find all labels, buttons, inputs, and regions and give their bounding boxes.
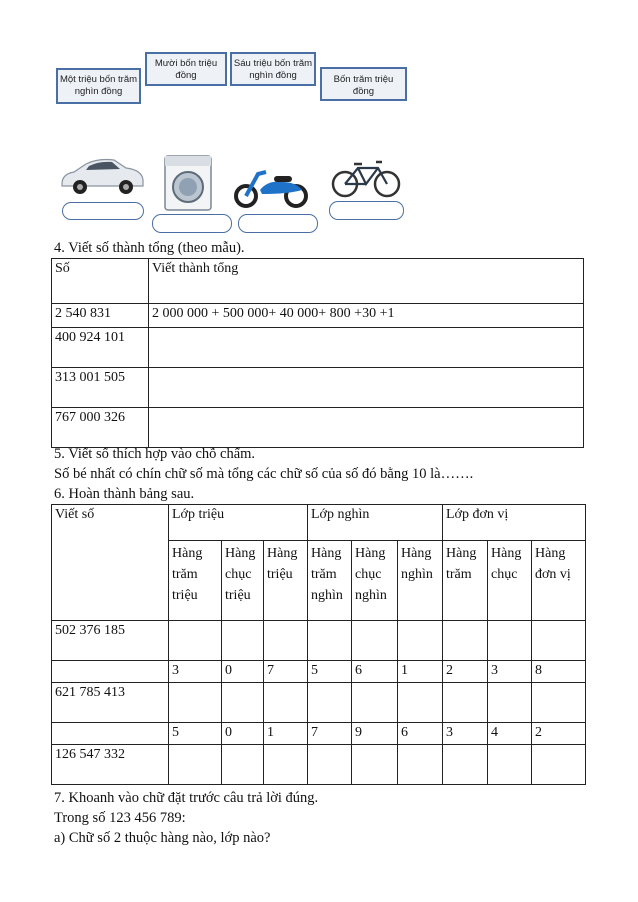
- q6-digit[interactable]: [169, 621, 222, 661]
- q4-row-sum[interactable]: [149, 408, 584, 448]
- q6-digit: 3: [169, 661, 222, 683]
- q6-digit[interactable]: [264, 745, 308, 785]
- q6-digit: 5: [308, 661, 352, 683]
- q6-digit[interactable]: [264, 683, 308, 723]
- q6-digit[interactable]: [352, 621, 398, 661]
- q6-header-million-class: Lớp triệu: [169, 505, 308, 541]
- q6-digit[interactable]: [398, 683, 443, 723]
- q6-digit[interactable]: [532, 621, 586, 661]
- q6-digit: 4: [488, 723, 532, 745]
- table-row: [52, 683, 586, 723]
- q6-digit: 1: [398, 661, 443, 683]
- answer-box-2[interactable]: [152, 214, 232, 233]
- price-label-4: Bốn trăm triệu đồng: [320, 67, 407, 101]
- q6-digit[interactable]: [398, 621, 443, 661]
- washing-machine-image: [163, 154, 213, 212]
- q6-subheader: Hàng trăm triệu: [169, 541, 222, 621]
- q6-number: 502 376 185: [52, 621, 169, 661]
- q6-digit: 2: [443, 661, 488, 683]
- q6-digit[interactable]: [443, 621, 488, 661]
- q7-question-a: a) Chữ số 2 thuộc hàng nào, lớp nào?: [54, 830, 271, 846]
- q6-digit: 9: [352, 723, 398, 745]
- q6-subheader: Hàng chục triệu: [222, 541, 264, 621]
- q6-digit[interactable]: [532, 745, 586, 785]
- q6-digit[interactable]: [264, 621, 308, 661]
- q6-digit[interactable]: [488, 621, 532, 661]
- table-row: [52, 661, 586, 683]
- q6-digit[interactable]: [398, 745, 443, 785]
- q6-subheader: Hàng trăm: [443, 541, 488, 621]
- q6-digit[interactable]: [488, 745, 532, 785]
- q4-row-number: 767 000 326: [52, 408, 149, 448]
- q6-number[interactable]: [52, 661, 169, 683]
- q6-digit[interactable]: [169, 745, 222, 785]
- q4-header-sum: Viết thành tổng: [149, 259, 584, 304]
- q6-digit[interactable]: [488, 683, 532, 723]
- q6-digit: 0: [222, 723, 264, 745]
- q6-digit[interactable]: [222, 621, 264, 661]
- q6-subheader: Hàng nghìn: [398, 541, 443, 621]
- q6-subheader: Hàng chục nghìn: [352, 541, 398, 621]
- q6-number: 126 547 332: [52, 745, 169, 785]
- q6-digit: 7: [308, 723, 352, 745]
- q6-digit[interactable]: [308, 745, 352, 785]
- q6-number[interactable]: [52, 723, 169, 745]
- q4-table: [51, 258, 584, 448]
- q6-digit: 8: [532, 661, 586, 683]
- q6-digit: 1: [264, 723, 308, 745]
- q6-digit: 6: [352, 661, 398, 683]
- q6-table: [51, 504, 586, 785]
- q6-digit[interactable]: [308, 621, 352, 661]
- q6-digit[interactable]: [352, 683, 398, 723]
- price-label-1: Một triệu bốn trăm nghìn đồng: [56, 68, 141, 104]
- q6-digit[interactable]: [169, 683, 222, 723]
- q5-title: 5. Viết số thích hợp vào chỗ chấm.: [54, 446, 256, 462]
- price-label-3: Sáu triệu bốn trăm nghìn đồng: [230, 52, 316, 86]
- q6-digit: 3: [488, 661, 532, 683]
- q6-subheader: Hàng triệu: [264, 541, 308, 621]
- q4-row-sum: 2 000 000 + 500 000+ 40 000+ 800 +30 +1: [149, 304, 584, 328]
- answer-box-3[interactable]: [238, 214, 318, 233]
- price-label-2: Mười bốn triệu đồng: [145, 52, 227, 86]
- q5-question: Số bé nhất có chín chữ số mà tổng các chữ số của số đó bằng 10 là…….: [54, 466, 474, 482]
- q6-digit[interactable]: [443, 683, 488, 723]
- q6-digit: 0: [222, 661, 264, 683]
- bicycle-image: [330, 158, 402, 198]
- q4-row-sum[interactable]: [149, 368, 584, 408]
- q6-digit: 7: [264, 661, 308, 683]
- table-row: [52, 745, 586, 785]
- q6-digit[interactable]: [222, 683, 264, 723]
- q6-header-write-number: Viết số: [52, 505, 169, 621]
- q6-digit[interactable]: [443, 745, 488, 785]
- answer-box-4[interactable]: [329, 201, 404, 220]
- q6-digit: 5: [169, 723, 222, 745]
- q6-subheader: Hàng trăm nghìn: [308, 541, 352, 621]
- q4-row-number: 2 540 831: [52, 304, 149, 328]
- q6-digit: 2: [532, 723, 586, 745]
- q6-subheader: Hàng đơn vị: [532, 541, 586, 621]
- q6-subheader: Hàng chục: [488, 541, 532, 621]
- car-image: [58, 152, 146, 198]
- q4-header-number: Số: [52, 259, 149, 304]
- q6-header-unit-class: Lớp đơn vị: [443, 505, 586, 541]
- table-row: [52, 621, 586, 661]
- q4-row-number: 400 924 101: [52, 328, 149, 368]
- q6-title: 6. Hoàn thành bảng sau.: [54, 486, 195, 502]
- q6-digit[interactable]: [222, 745, 264, 785]
- q7-title: 7. Khoanh vào chữ đặt trước câu trả lời đúng.: [54, 790, 319, 806]
- q6-number: 621 785 413: [52, 683, 169, 723]
- table-row: [52, 723, 586, 745]
- q6-header-thousand-class: Lớp nghìn: [308, 505, 443, 541]
- q6-digit: 6: [398, 723, 443, 745]
- q6-digit: 3: [443, 723, 488, 745]
- q4-title: 4. Viết số thành tổng (theo mẫu).: [54, 240, 245, 256]
- q7-line1: Trong số 123 456 789:: [54, 810, 186, 826]
- q6-digit[interactable]: [532, 683, 586, 723]
- q6-digit[interactable]: [308, 683, 352, 723]
- q6-digit[interactable]: [352, 745, 398, 785]
- q4-row-number: 313 001 505: [52, 368, 149, 408]
- answer-box-1[interactable]: [62, 202, 144, 220]
- q4-row-sum[interactable]: [149, 328, 584, 368]
- motorbike-image: [232, 160, 312, 208]
